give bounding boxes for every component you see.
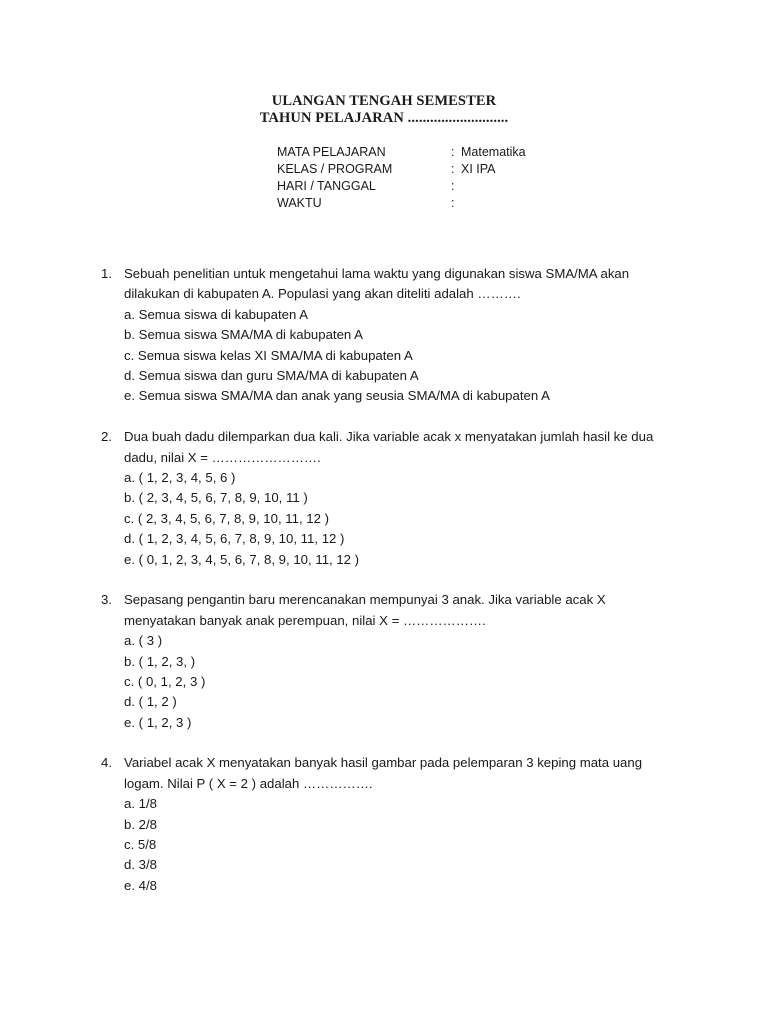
question-text: Variabel acak X menyatakan banyak hasil gambar pada pelemparan 3 keping mata uang	[124, 755, 643, 771]
question-2	[101, 427, 701, 570]
answer-option-a: a. ( 3 )	[124, 633, 163, 649]
answer-option-c: c. ( 2, 3, 4, 5, 6, 7, 8, 9, 10, 11, 12 )	[124, 510, 330, 526]
answer-option-d: d. ( 1, 2 )	[124, 694, 177, 710]
exam-info	[277, 144, 526, 212]
answer-option-a: a. ( 1, 2, 3, 4, 5, 6 )	[124, 469, 236, 485]
answer-option-e: e. ( 0, 1, 2, 3, 4, 5, 6, 7, 8, 9, 10, 11, 12 )	[124, 551, 360, 567]
answer-options	[101, 468, 701, 570]
answer-option-b: b. ( 1, 2, 3, )	[124, 653, 196, 669]
answer-option-e: e. Semua siswa SMA/MA dan anak yang seusia SMA/MA di kabupaten A	[124, 388, 550, 404]
question-1	[101, 264, 701, 407]
answer-option-e: e. 4/8	[124, 877, 157, 893]
answer-option-e: e. ( 1, 2, 3 )	[124, 714, 192, 730]
answer-option-d: d. Semua siswa dan guru SMA/MA di kabupaten A	[124, 367, 419, 383]
question-number: 1.	[101, 266, 112, 281]
question-3	[101, 590, 701, 733]
question-text: dilakukan di kabupaten A. Populasi yang akan diteliti adalah ……….	[124, 286, 521, 302]
info-row-class	[277, 161, 526, 178]
question-text: Sebuah penelitian untuk mengetahui lama waktu yang digunakan siswa SMA/MA akan	[124, 266, 630, 281]
academic-year: TAHUN PELAJARAN ...........................	[259, 110, 509, 126]
answer-option-c: c. 5/8	[124, 837, 157, 853]
question-4	[101, 753, 701, 896]
answer-options	[101, 305, 701, 407]
info-value: XI IPA	[461, 162, 496, 176]
info-colon: :	[451, 162, 455, 176]
info-row-time	[277, 195, 526, 212]
answer-option-d: d. 3/8	[124, 857, 157, 873]
question-number: 3.	[101, 592, 112, 608]
info-label: MATA PELAJARAN	[277, 145, 386, 159]
answer-option-a: a. Semua siswa di kabupaten A	[124, 306, 309, 322]
info-colon: :	[451, 179, 455, 193]
answer-options	[101, 631, 701, 733]
exam-title: ULANGAN TENGAH SEMESTER	[271, 93, 497, 109]
info-value: Matematika	[461, 145, 526, 159]
question-text: dadu, nilai X = …………………….	[124, 449, 321, 465]
question-text: Dua buah dadu dilemparkan dua kali. Jika variable acak x menyatakan jumlah hasil ke dua	[124, 429, 654, 445]
answer-option-c: c. ( 0, 1, 2, 3 )	[124, 673, 206, 689]
question-text: Sepasang pengantin baru merencanakan mempunyai 3 anak. Jika variable acak X	[124, 592, 606, 608]
answer-options	[101, 794, 701, 896]
info-row-subject	[277, 144, 526, 161]
question-text: logam. Nilai P ( X = 2 ) adalah …………….	[124, 775, 373, 791]
info-label: HARI / TANGGAL	[277, 179, 376, 193]
info-colon: :	[451, 196, 455, 210]
info-label: KELAS / PROGRAM	[277, 162, 393, 176]
question-text: menyatakan banyak anak perempuan, nilai X = ……………….	[124, 612, 486, 628]
question-number: 2.	[101, 429, 112, 445]
question-number: 4.	[101, 755, 112, 771]
question-list	[101, 264, 701, 917]
info-row-date	[277, 178, 526, 195]
answer-option-d: d. ( 1, 2, 3, 4, 5, 6, 7, 8, 9, 10, 11, 12 )	[124, 531, 345, 547]
answer-option-c: c. Semua siswa kelas XI SMA/MA di kabupaten A	[124, 347, 413, 363]
answer-option-a: a. 1/8	[124, 796, 157, 812]
answer-option-b: b. Semua siswa SMA/MA di kabupaten A	[124, 327, 363, 343]
answer-option-b: b. 2/8	[124, 816, 157, 832]
info-label: WAKTU	[277, 196, 322, 210]
info-colon: :	[451, 145, 455, 159]
answer-option-b: b. ( 2, 3, 4, 5, 6, 7, 8, 9, 10, 11 )	[124, 490, 308, 506]
